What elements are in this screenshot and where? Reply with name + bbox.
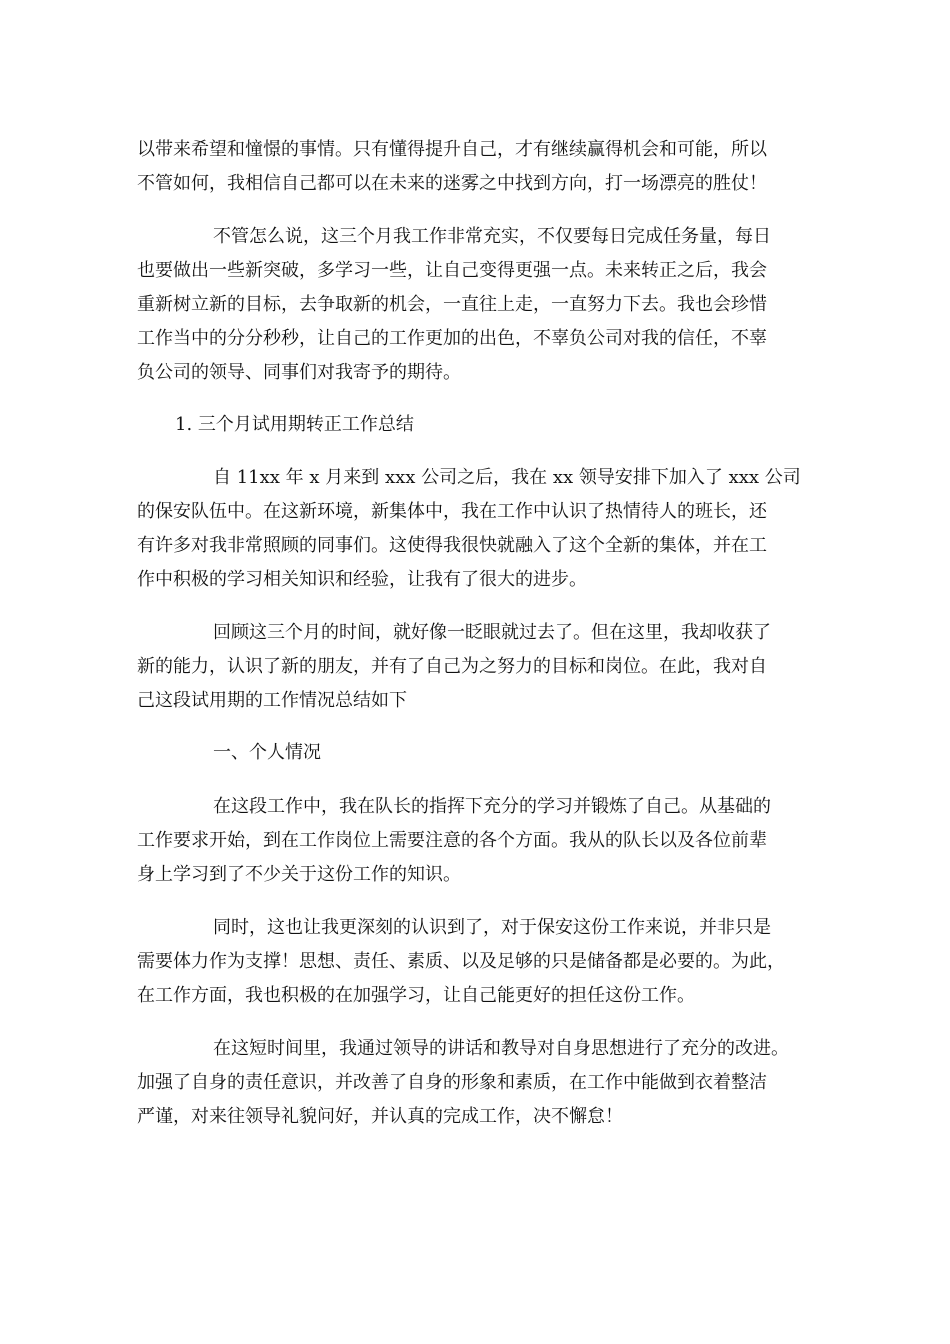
paragraph-line: 回顾这三个月的时间，就好像一眨眼就过去了。但在这里，我却收获了: [213, 622, 771, 643]
paragraph-line: 工作要求开始，到在工作岗位上需要注意的各个方面。我从的队长以及各位前辈: [137, 830, 767, 851]
paragraph-line: 也要做出一些新突破，多学习一些，让自己变得更强一点。未来转正之后，我会: [137, 260, 767, 281]
paragraph-line: 自 11xx 年 x 月来到 xxx 公司之后，我在 xx 领导安排下加入了 xxx 公司: [213, 467, 801, 488]
paragraph-line: 新的能力，认识了新的朋友，并有了自己为之努力的目标和岗位。在此，我对自: [137, 656, 767, 677]
paragraph-line: 在工作方面，我也积极的在加强学习，让自己能更好的担任这份工作。: [137, 985, 695, 1006]
paragraph-line: 不管如何，我相信自己都可以在未来的迷雾之中找到方向，打一场漂亮的胜仗！: [137, 173, 767, 194]
paragraph-line: 在这段工作中，我在队长的指挥下充分的学习并锻炼了自己。从基础的: [213, 796, 771, 817]
paragraph-line: 不管怎么说，这三个月我工作非常充实，不仅要每日完成任务量，每日: [213, 226, 771, 247]
paragraph-line: 加强了自身的责任意识，并改善了自身的形象和素质，在工作中能做到衣着整洁: [137, 1072, 767, 1093]
paragraph-line: 作中积极的学习相关知识和经验，让我有了很大的进步。: [137, 569, 587, 590]
paragraph-line: 工作当中的分分秒秒，让自己的工作更加的出色，不辜负公司对我的信任，不辜: [137, 328, 767, 349]
section-heading: 1. 三个月试用期转正工作总结: [175, 414, 414, 435]
paragraph-line: 需要体力作为支撑！思想、责任、素质、以及足够的只是储备都是必要的。为此，: [137, 951, 785, 972]
paragraph-line: 负公司的领导、同事们对我寄予的期待。: [137, 362, 461, 383]
paragraph-line: 有许多对我非常照顾的同事们。这使得我很快就融入了这个全新的集体，并在工: [137, 535, 767, 556]
paragraph-line: 重新树立新的目标，去争取新的机会，一直往上走，一直努力下去。我也会珍惜: [137, 294, 767, 315]
paragraph-line: 同时，这也让我更深刻的认识到了，对于保安这份工作来说，并非只是: [213, 917, 771, 938]
paragraph-line: 的保安队伍中。在这新环境，新集体中，我在工作中认识了热情待人的班长，还: [137, 501, 767, 522]
section-heading: 一、个人情况: [213, 742, 321, 763]
paragraph-line: 以带来希望和憧憬的事情。只有懂得提升自己，才有继续赢得机会和可能，所以: [137, 139, 767, 160]
paragraph-line: 在这短时间里，我通过领导的讲话和教导对自身思想进行了充分的改进。: [213, 1038, 789, 1059]
paragraph-line: 己这段试用期的工作情况总结如下: [137, 690, 407, 711]
paragraph-line: 严谨，对来往领导礼貌问好，并认真的完成工作，决不懈怠！: [137, 1106, 623, 1127]
paragraph-line: 身上学习到了不少关于这份工作的知识。: [137, 864, 461, 885]
